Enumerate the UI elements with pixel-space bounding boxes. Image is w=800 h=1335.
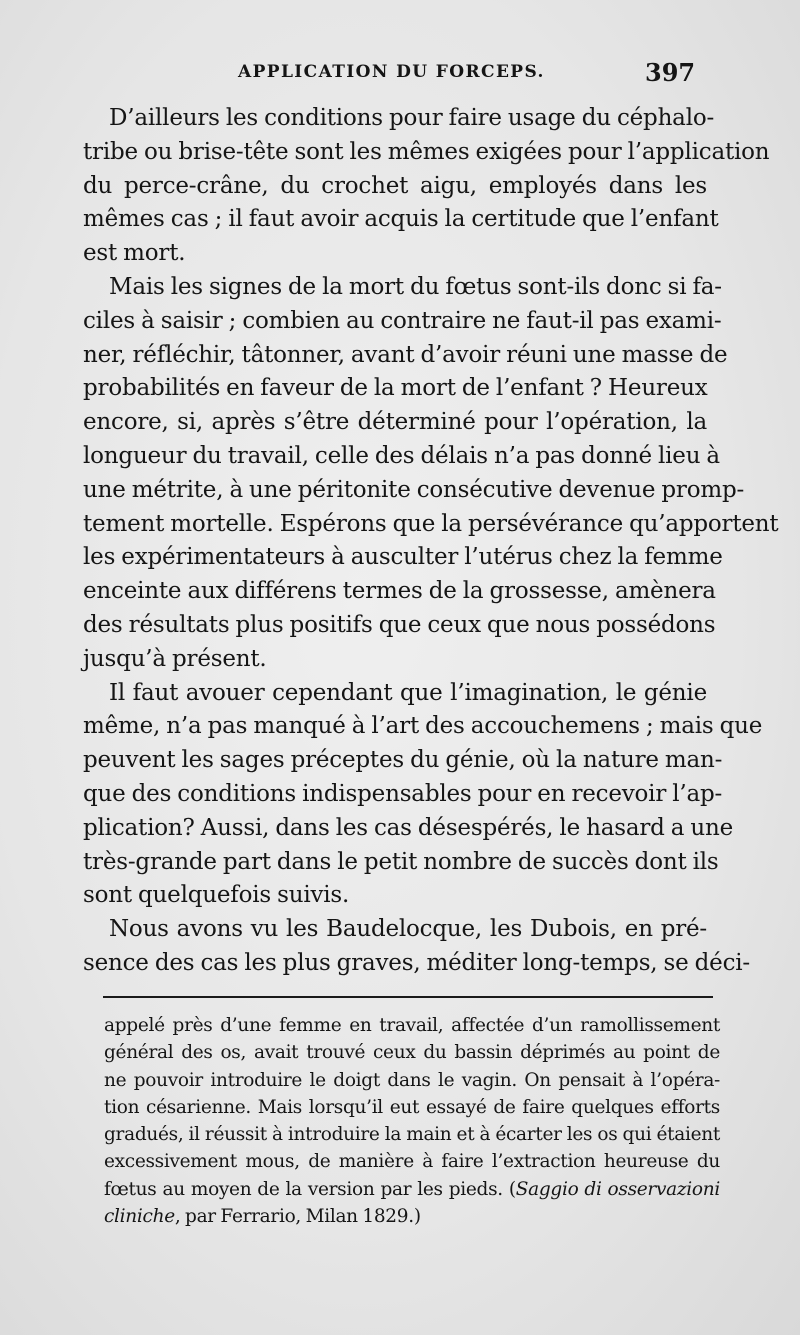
text-line: ciles à saisir ; combien au contraire ne faut-il pas exami-	[83, 307, 722, 334]
page-number: 397	[645, 58, 696, 87]
text-line: enceinte aux différens termes de la grossesse, amènera	[83, 578, 716, 605]
text-line: tribe ou brise-tête sont les mêmes exigées pour l’application	[83, 138, 770, 165]
footnote-line	[104, 1203, 720, 1230]
main-text	[83, 102, 779, 981]
text-line: est mort.	[83, 240, 186, 267]
text-line: peuvent les sages préceptes du génie, où la nature man-	[83, 747, 723, 774]
text-line: les expérimentateurs à ausculter l’utérus chez la femme	[83, 544, 723, 571]
text-line: probabilités en faveur de la mort de l’enfant ? Heureux	[83, 375, 708, 402]
running-title: APPLICATION DU FORCEPS.	[238, 62, 545, 82]
text-line: tement mortelle. Espérons que la persévérance qu’apportent	[83, 510, 779, 537]
footnote-line: tion césarienne. Mais lorsqu’il eut essayé de faire quelques efforts	[104, 1096, 720, 1118]
text-line: sont quelquefois suivis.	[83, 882, 350, 909]
text-line: mêmes cas ; il faut avoir acquis la certitude que l’enfant	[83, 206, 719, 233]
citation-title-end: cliniche	[104, 1206, 175, 1228]
footnote-line	[104, 1176, 720, 1203]
text-line: une métrite, à une péritonite consécutive devenue promp-	[83, 476, 745, 503]
text-line: Nous avons vu les Baudelocque, les Dubois, en pré-	[109, 916, 707, 943]
footnote-rule	[103, 996, 713, 998]
footnote-line-text: fœtus au moyen de la version par les pieds. (	[104, 1178, 516, 1200]
footnote-line: général des os, avait trouvé ceux du bassin déprimés au point de	[104, 1042, 720, 1064]
text-line: que des conditions indispensables pour en recevoir l’ap-	[83, 780, 723, 807]
text-line: jusqu’à présent.	[83, 645, 267, 672]
text-line: même, n’a pas manqué à l’art des accouchemens ; mais que	[83, 713, 763, 740]
running-head	[0, 58, 800, 88]
footnote-line: appelé près d’une femme en travail, affectée d’un ramollissement	[104, 1015, 720, 1036]
text-line: D’ailleurs les conditions pour faire usage du céphalo-	[109, 105, 715, 131]
text-line: Il faut avouer cependant que l’imagination, le génie	[109, 679, 707, 706]
text-line: des résultats plus positifs que ceux que nous possédons	[83, 611, 716, 638]
footnote-line: ne pouvoir introduire le doigt dans le vagin. On pensait à l’opéra-	[104, 1069, 720, 1091]
text-line: très-grande part dans le petit nombre de succès dont ils	[83, 848, 719, 875]
footnote-line: excessivement mous, de manière à faire l’extraction heureuse du	[104, 1151, 720, 1173]
text-line: Mais les signes de la mort du fœtus sont-ils donc si fa-	[109, 273, 722, 300]
text-line: plication? Aussi, dans les cas désespérés, le hasard a une	[83, 814, 734, 841]
footnote-line: gradués, il réussit à introduire la main et à écarter les os qui étaient	[104, 1124, 720, 1146]
text-line: ner, réfléchir, tâtonner, avant d’avoir réuni une masse de	[83, 341, 728, 368]
footnote	[104, 1012, 720, 1230]
citation-title: Saggio di osservazioni	[515, 1178, 720, 1200]
text-line: encore, si, après s’être déterminé pour l’opération, la	[83, 409, 707, 436]
text-line: longueur du travail, celle des délais n’a pas donné lieu à	[83, 442, 720, 469]
text-line: du perce-crâne, du crochet aigu, employés dans les	[83, 172, 707, 199]
citation-details: , par Ferrario, Milan 1829.)	[174, 1206, 421, 1228]
text-line: sence des cas les plus graves, méditer long-temps, se déci-	[83, 949, 750, 976]
